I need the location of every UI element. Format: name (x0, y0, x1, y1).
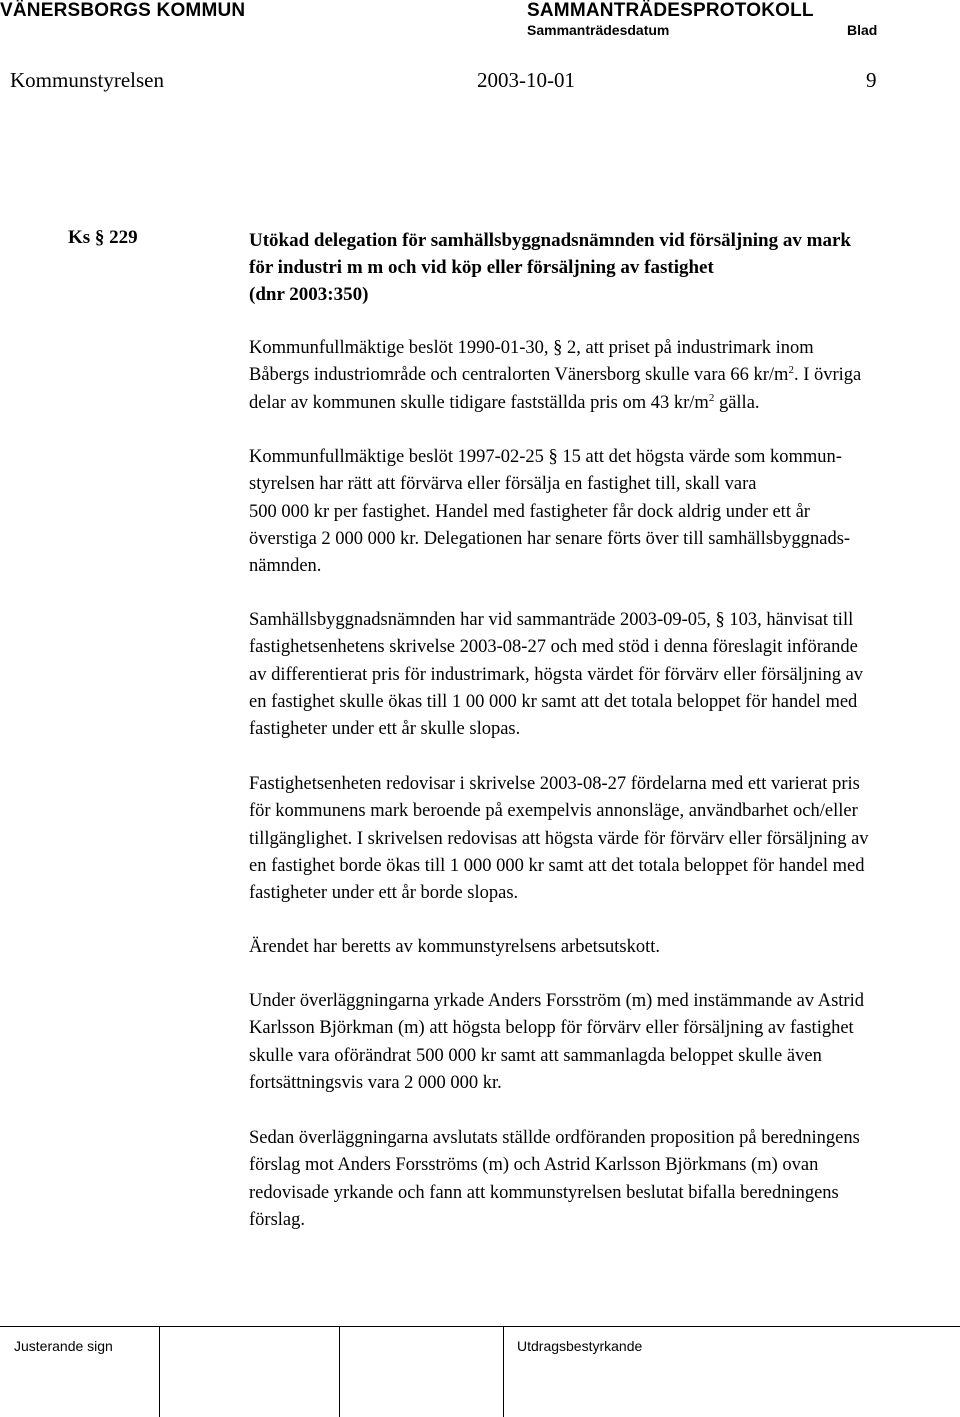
section-title (249, 227, 949, 308)
paragraph-line: redovisade yrkande och fann att kommunstyrelsen beslutat bifalla beredningens (249, 1182, 839, 1203)
line-text: Båbergs industriområde och centralorten Vänersborg skulle vara 66 kr/m (249, 365, 789, 386)
paragraph-line: överstiga 2 000 000 kr. Delegationen har senare förts över till samhällsbyggnads- (249, 528, 851, 549)
body-paragraph (249, 335, 949, 417)
signature-footer (0, 1326, 960, 1417)
justering-signature-label: Justerande sign (14, 1338, 113, 1354)
paragraph-line: en fastighet borde ökas till 1 000 000 kr samt att det totala beloppet för handel med (249, 855, 865, 876)
paragraph-line: Samhällsbyggnadsnämnden har vid sammanträde 2003-09-05, § 103, hänvisat till (249, 610, 854, 630)
paragraph-line (249, 362, 949, 389)
signature-box-divider (339, 1326, 340, 1417)
committee-name: Kommunstyrelsen (10, 68, 164, 92)
paragraph-line: tillgänglighet. I skrivelsen redovisas att högsta värde för förvärv eller försäljning av (249, 828, 869, 849)
section-title-line: (dnr 2003:350) (249, 284, 369, 305)
paragraph-line: nämnden. (249, 556, 322, 577)
page-label: Blad (847, 22, 878, 38)
paragraph-line: Under överläggningarna yrkade Anders Forsström (m) med instämmande av Astrid (249, 991, 864, 1011)
paragraph-number: Ks § 229 (68, 227, 138, 248)
page-number: 9 (866, 68, 877, 92)
paragraph-line: fastighetsenhetens skrivelse 2003-08-27 och med stöd i denna föreslagit införande (249, 637, 858, 658)
paragraph-line: en fastighet skulle ökas till 1 00 000 kr samt att det totala beloppet för handel med (249, 691, 858, 712)
paragraph-line: Ärendet har beretts av kommunstyrelsens arbetsutskott. (249, 937, 661, 957)
signature-box-divider (503, 1326, 504, 1417)
paragraph-line: förslag mot Anders Forsströms (m) och Astrid Karlsson Björkmans (m) ovan (249, 1155, 819, 1176)
meeting-date-label: Sammanträdesdatum (527, 22, 670, 38)
paragraph-line: Karlsson Björkman (m) att högsta belopp för förvärv eller försäljning av fastighet (249, 1018, 854, 1039)
body-paragraph (249, 1125, 949, 1234)
paragraph-line: av differentierat pris för industrimark, högsta värdet för förvärv eller försäljning av (249, 664, 864, 685)
line-text: gälla. (714, 392, 760, 413)
meeting-date: 2003-10-01 (477, 68, 575, 92)
body-paragraph (249, 444, 949, 580)
paragraph-line: 500 000 kr per fastighet. Handel med fastigheter får dock aldrig under ett år (249, 501, 810, 522)
paragraph-line: fastigheter under ett år borde slopas. (249, 883, 519, 904)
body-paragraph (249, 771, 949, 907)
paragraph-line (249, 390, 949, 417)
superscript-exponent: 2 (788, 364, 794, 377)
paragraph-line: Kommunfullmäktige beslöt 1997-02-25 § 15 att det högsta värde som kommun- (249, 447, 842, 467)
organization-name: VÄNERSBORGS KOMMUN (0, 0, 246, 21)
paragraph-line: för kommunens mark beroende på exempelvis annonsläge, användbarhet och/eller (249, 801, 858, 822)
body-paragraph (249, 988, 949, 1097)
paragraph-line: Fastighetsenheten redovisar i skrivelse 2003-08-27 fördelarna med ett varierat pris (249, 774, 860, 794)
paragraph-line: fortsättningsvis vara 2 000 000 kr. (249, 1072, 502, 1093)
footer-divider (0, 1326, 960, 1327)
section-title-line: Utökad delegation för samhällsbyggnadsnämnden vid försäljning av mark (249, 230, 851, 251)
body-paragraph (249, 934, 949, 961)
superscript-exponent: 2 (708, 391, 715, 404)
section-title-line: för industri m m och vid köp eller försäljning av fastighet (249, 257, 714, 278)
paragraph-line: förslag. (249, 1209, 305, 1230)
paragraph-line: Sedan överläggningarna avslutats ställde ordföranden proposition på beredningens (249, 1128, 860, 1148)
document-type: SAMMANTRÄDESPROTOKOLL (527, 0, 814, 21)
extract-certification-label: Utdragsbestyrkande (517, 1338, 643, 1354)
signature-box-divider (159, 1326, 160, 1417)
paragraph-line: styrelsen har rätt att förvärva eller försälja en fastighet till, skall vara (249, 474, 757, 495)
paragraph-line: fastigheter under ett år skulle slopas. (249, 719, 521, 740)
paragraph-line: skulle vara oförändrat 500 000 kr samt att sammanlagda beloppet skulle även (249, 1045, 822, 1066)
paragraph-line: Kommunfullmäktige beslöt 1990-01-30, § 2, att priset på industrimark inom (249, 338, 814, 358)
body-paragraph (249, 607, 949, 743)
line-text: delar av kommunen skulle tidigare fastställda pris om 43 kr/m (249, 392, 709, 413)
line-text: . I övriga (793, 365, 862, 386)
